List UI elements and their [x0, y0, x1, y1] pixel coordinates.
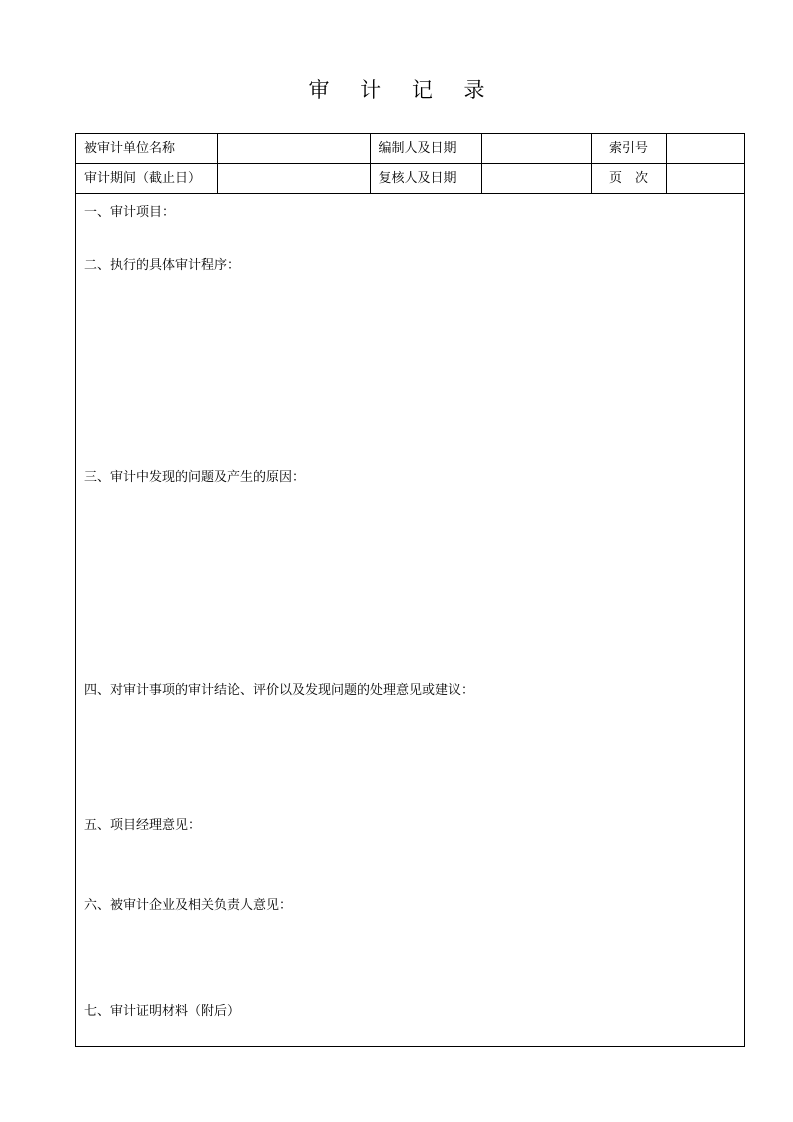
index-number-field[interactable]: [666, 134, 744, 164]
prepared-by-field[interactable]: [481, 134, 591, 164]
section-audited-entity-opinion: 六、被审计企业及相关负责人意见：: [84, 898, 293, 913]
header-table: [76, 134, 744, 194]
section-audit-procedures: 二、执行的具体审计程序：: [84, 258, 241, 273]
reviewed-by-label: 复核人及日期: [370, 164, 481, 194]
audit-record-form: [75, 133, 745, 1047]
page-title: 审 计 记 录: [308, 78, 497, 102]
section-project-manager-opinion: 五、项目经理意见：: [84, 818, 202, 833]
audited-unit-label: 被审计单位名称: [76, 134, 217, 164]
index-number-label: 索引号: [591, 134, 666, 164]
reviewed-by-field[interactable]: [481, 164, 591, 194]
section-conclusions: 四、对审计事项的审计结论、评价以及发现问题的处理意见或建议：: [84, 683, 475, 698]
header-row: [76, 164, 744, 194]
section-evidence-materials: 七、审计证明材料（附后）: [84, 1004, 241, 1019]
audited-unit-field[interactable]: [217, 134, 370, 164]
section-audit-item: 一、审计项目：: [84, 205, 176, 220]
audit-period-label: 审计期间（截止日）: [76, 164, 217, 194]
header-row: [76, 134, 744, 164]
prepared-by-label: 编制人及日期: [370, 134, 481, 164]
section-issues-found: 三、审计中发现的问题及产生的原因：: [84, 470, 306, 485]
page-number-field[interactable]: [666, 164, 744, 194]
page-number-label: 页 次: [591, 164, 666, 194]
audit-period-field[interactable]: [217, 164, 370, 194]
